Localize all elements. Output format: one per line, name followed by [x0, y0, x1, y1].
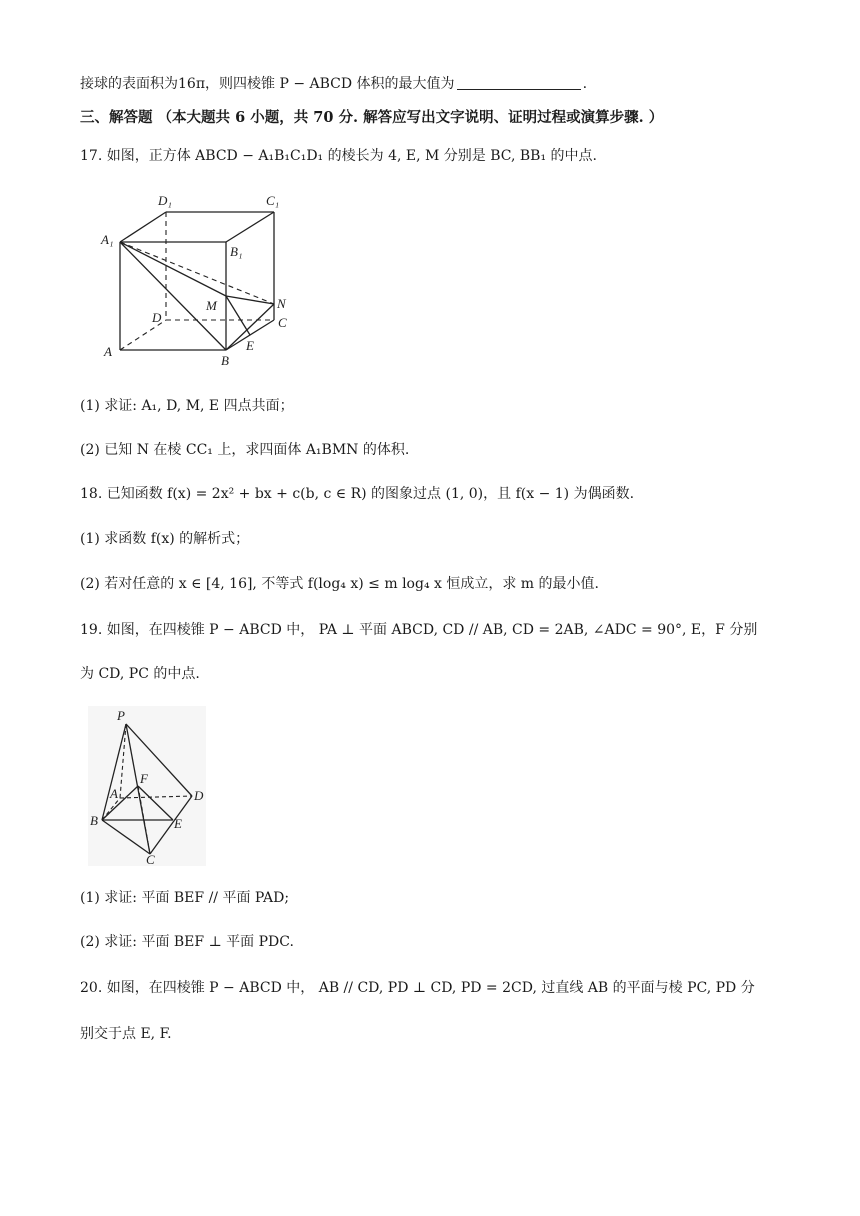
label-C: C: [146, 852, 155, 866]
label-B: B: [90, 813, 98, 828]
question-17-part2: (2) 已知 N 在棱 CC₁ 上，求四面体 A₁BMN 的体积.: [80, 442, 410, 458]
section-heading: 三、解答题 （本大题共 6 小题，共 70 分. 解答应写出文字说明、证明过程或演算步骤. ）: [80, 109, 664, 126]
answer-blank[interactable]: [457, 75, 581, 90]
pyramid-figure: [88, 706, 206, 866]
label-B: B: [221, 353, 229, 368]
line-q16-tail: [80, 74, 587, 94]
question-17: 17. 如图，正方体 ABCD − A₁B₁C₁D₁ 的棱长为 4, E, M 分别是 BC, BB₁ 的中点.: [80, 148, 597, 164]
q16-period: .: [582, 76, 588, 92]
label-A: A: [104, 344, 112, 359]
label-C: C: [278, 315, 287, 330]
label-D: D: [194, 788, 204, 803]
question-19: 19. 如图，在四棱锥 P − ABCD 中， PA ⊥ 平面 ABCD, CD // AB, CD = 2AB, ∠ADC = 90°, E，F 分别: [80, 622, 758, 638]
question-19-part2: (2) 求证: 平面 BEF ⊥ 平面 PDC.: [80, 934, 294, 950]
label-E: E: [174, 816, 182, 831]
question-20: 20. 如图，在四棱锥 P − ABCD 中， AB // CD, PD ⊥ CD, PD = 2CD, 过直线 AB 的平面与棱 PC, PD 分: [80, 980, 755, 996]
question-19-cont: 为 CD, PC 的中点.: [80, 666, 200, 682]
question-20-cont: 别交于点 E, F.: [80, 1026, 172, 1042]
label-E: E: [246, 338, 254, 353]
label-F: F: [140, 771, 148, 786]
label-M: M: [206, 298, 217, 313]
pyramid-diagram: [88, 706, 206, 866]
label-C1: C₁: [266, 193, 280, 208]
label-D1: D₁: [158, 193, 172, 208]
question-18-part1: (1) 求函数 f(x) 的解析式；: [80, 531, 250, 547]
question-18: 18. 已知函数 f(x) = 2x² + bx + c(b, c ∈ R) 的图象过点 (1, 0)，且 f(x − 1) 为偶函数.: [80, 486, 635, 502]
question-18-part2: (2) 若对任意的 x ∈ [4, 16], 不等式 f(log₄ x) ≤ m log₄ x 恒成立，求 m 的最小值.: [80, 576, 599, 592]
cube-diagram: [96, 190, 296, 370]
label-A1: A₁: [101, 232, 114, 247]
question-19-part1: (1) 求证: 平面 BEF // 平面 PAD;: [80, 890, 290, 906]
question-17-part1: (1) 求证: A₁, D, M, E 四点共面；: [80, 398, 294, 414]
label-D: D: [152, 310, 162, 325]
q16-text: 接球的表面积为16π，则四棱锥 P − ABCD 体积的最大值为: [80, 76, 455, 92]
cube-figure: [96, 190, 296, 370]
label-N: N: [277, 296, 286, 311]
label-A: A: [110, 786, 118, 801]
label-P: P: [117, 708, 125, 723]
label-B1: B₁: [230, 244, 243, 259]
